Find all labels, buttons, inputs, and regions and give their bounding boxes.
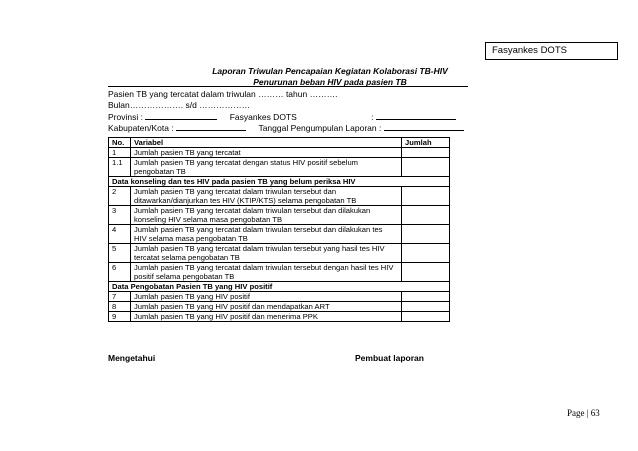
row-variable-line: Jumlah pasien TB yang tercatat dalam triwulan tersebut dengan hasil tes HIV [134, 263, 394, 272]
section-header-row [109, 177, 450, 187]
row-number: 3 [109, 206, 131, 225]
row-variable-line: tercatat selama pengobatan TB [134, 253, 240, 262]
table-header-row [109, 138, 450, 148]
row-variable-line: konseling HIV selama masa pengobatan TB [134, 215, 283, 224]
row-variable-line: Jumlah pasien TB yang HIV positif dan menerima PPK [134, 312, 318, 321]
row-number: 1.1 [109, 158, 131, 177]
row-total-cell[interactable] [402, 263, 450, 282]
row-total-cell[interactable] [402, 158, 450, 177]
fasyankes-blank [376, 111, 456, 120]
row-variable-line: HIV selama masa pengobatan TB [134, 234, 248, 243]
row-variable-line: Jumlah pasien TB yang tercatat dengan status HIV positif sebelum [134, 158, 359, 167]
row-number: 7 [109, 292, 131, 302]
row-variable [131, 225, 402, 244]
table-row [109, 148, 450, 158]
info-province-line [108, 111, 456, 122]
section-title: Data Pengobatan Pasien TB yang HIV positif [109, 282, 450, 292]
row-variable [131, 292, 402, 302]
row-number: 9 [109, 312, 131, 322]
info-period-line: Pasien TB yang tercatat dalam triwulan ……… tahun ………. [108, 89, 338, 99]
row-variable [131, 158, 402, 177]
reporter-label: Pembuat laporan [355, 353, 424, 363]
row-variable [131, 244, 402, 263]
row-variable [131, 263, 402, 282]
row-variable-line: Jumlah pasien TB yang tercatat dalam triwulan tersebut dan dilakukan [134, 206, 371, 215]
facility-type-box [485, 42, 618, 60]
report-table [108, 137, 450, 322]
header-variable: Variabel [131, 138, 402, 148]
table-row [109, 302, 450, 312]
row-variable [131, 187, 402, 206]
table-row [109, 263, 450, 282]
facility-type-label: Fasyankes DOTS [492, 45, 567, 56]
row-total-cell[interactable] [402, 206, 450, 225]
collection-date-label: Tanggal Pengumpulan Laporan : [258, 123, 382, 133]
row-variable [131, 302, 402, 312]
row-variable-line: Jumlah pasien TB yang HIV positif [134, 292, 250, 301]
fasyankes-label: Fasyankes DOTS [229, 112, 297, 122]
row-variable-line: Jumlah pasien TB yang HIV positif dan mendapatkan ART [134, 302, 330, 311]
district-label: Kabupaten/Kota : [108, 123, 174, 133]
acknowledged-by-label: Mengetahui [108, 353, 156, 363]
district-blank [176, 122, 246, 131]
table-row [109, 312, 450, 322]
header-total: Jumlah [402, 138, 450, 148]
row-number: 1 [109, 148, 131, 158]
row-number: 5 [109, 244, 131, 263]
report-title [100, 66, 560, 88]
report-title-line2: Penurunan beban HIV pada pasien TB [253, 77, 407, 87]
report-title-line1: Laporan Triwulan Pencapaian Kegiatan Kolaborasi TB-HIV [212, 66, 448, 76]
row-number: 8 [109, 302, 131, 312]
section-header-row [109, 282, 450, 292]
table-row [109, 244, 450, 263]
row-total-cell[interactable] [402, 244, 450, 263]
section-title: Data konseling dan tes HIV pada pasien TB yang belum periksa HIV [109, 177, 450, 187]
table-row [109, 292, 450, 302]
row-variable-line: Jumlah pasien TB yang tercatat dalam triwulan tersebut dan dilakukan tes [134, 225, 383, 234]
collection-date-blank [384, 122, 464, 131]
row-variable-line: Jumlah pasien TB yang tercatat [134, 148, 241, 157]
info-district-line [108, 122, 464, 133]
row-variable-line: ditawarkan/dianjurkan tes HIV (KTIP/KTS) selama pengobatan TB [134, 196, 357, 205]
row-total-cell[interactable] [402, 187, 450, 206]
title-divider [108, 86, 468, 87]
row-total-cell[interactable] [402, 312, 450, 322]
row-variable [131, 312, 402, 322]
row-variable-line: Jumlah pasien TB yang tercatat dalam triwulan tersebut dan [134, 187, 337, 196]
row-number: 2 [109, 187, 131, 206]
table-row [109, 187, 450, 206]
row-variable-line: Jumlah pasien TB yang tercatat dalam triwulan tersebut yang hasil tes HIV [134, 244, 385, 253]
page-number: Page | 63 [567, 408, 600, 418]
table-row [109, 225, 450, 244]
table-row [109, 206, 450, 225]
row-variable-line: pengobatan TB [134, 167, 186, 176]
province-blank [145, 111, 217, 120]
row-total-cell[interactable] [402, 292, 450, 302]
province-label: Provinsi : [108, 112, 143, 122]
row-variable-line: positif selama pengobatan TB [134, 272, 235, 281]
row-total-cell[interactable] [402, 302, 450, 312]
row-number: 6 [109, 263, 131, 282]
table-row [109, 158, 450, 177]
row-number: 4 [109, 225, 131, 244]
fasyankes-colon: : [371, 112, 374, 122]
row-total-cell[interactable] [402, 225, 450, 244]
row-variable [131, 206, 402, 225]
row-variable [131, 148, 402, 158]
info-month-line: Bulan………………. s/d ……………… [108, 100, 251, 110]
row-total-cell[interactable] [402, 148, 450, 158]
header-no: No. [109, 138, 131, 148]
